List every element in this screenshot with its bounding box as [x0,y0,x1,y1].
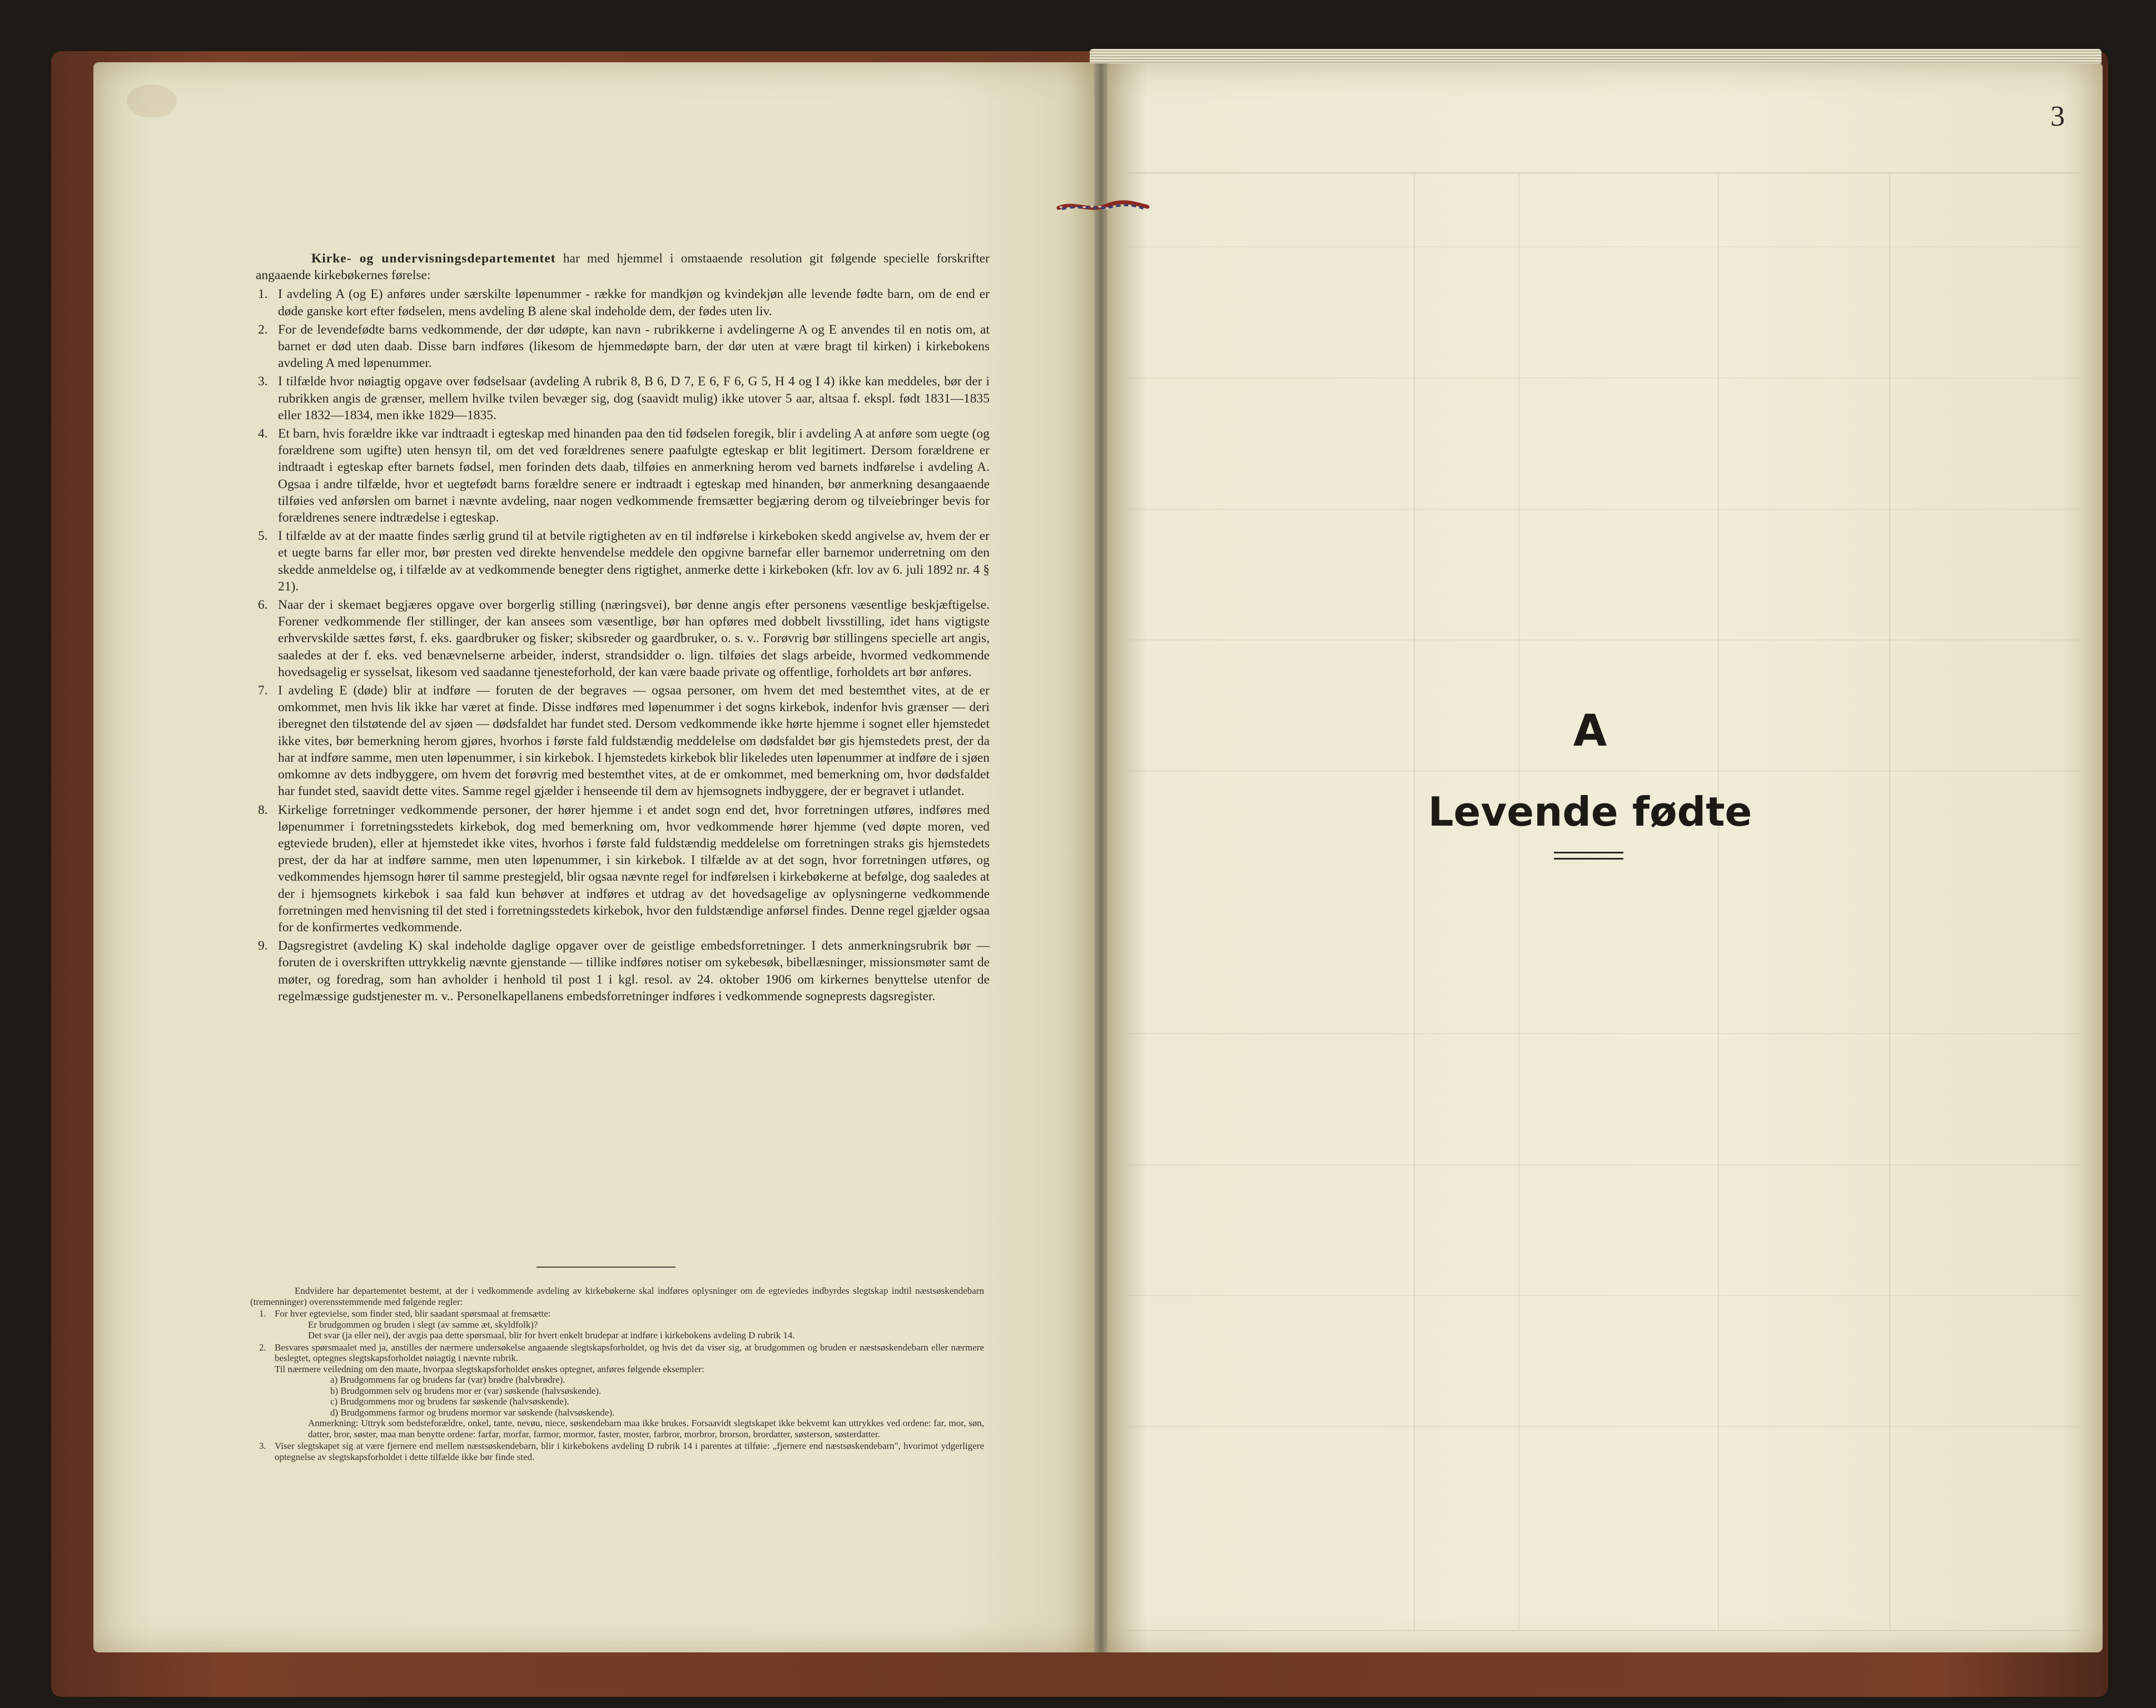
rule-text: I tilfælde av at der maatte findes særlig grund til at betvile rigtigheten av en til indførelse i kirkeboken skedd angivelse av, hvem der er et uegte barns far eller mor, bør presten ved direkte henvendelse meddele den opgivne barnefar eller barnemor underretning om den skedde anmeldelse og, i tilfælde av at vedkommende benegter dens rigtighet, anmerke dette i kirkeboken (kfr. lov av 6. juli 1892 nr. 4 § 21). [278,529,990,594]
addendum-intro: Endvidere har departementet bestemt, at der i vedkommende avdeling av kirkebøkerne skal indføres oplysninger om de egteviedes indbyrdes slegtskap indtil næstsøskendebarn (tremenninger) overensstemmende med følgende regler: [250,1285,984,1307]
page-edges [1090,49,2102,63]
addendum-line: Det svar (ja eller nei), der avgis paa dette spørsmaal, blir for hvert enkelt brudepar at indføre i kirkebokens avdeling D rubrik 14. [308,1330,795,1340]
rule-text: Naar der i skemaet begjæres opgave over borgerlig stilling (næringsvei), bør denne angis efter personens væsentlige beskjæftigelse. Forener vedkommende fler stillinger, der kan ansees som væsentlige, bør han opføres med dobbelt livsstilling, idet hans vigtigste erhvervskilde sættes først, f. eks. gaardbruker og fisker; skibsreder og gaardbruker, o. s. v.. Forøvrig bør stillingens specielle art angis, saaledes at der f. eks. ved benævnelserne arbeider, inderst, strandsidder o. lign. tilføies det slags arbeide, hvormed vedkommende hovedsagelig er sysselsat, likesom ved saadanne tjenesteforhold, der kan være baade private og offentlige, forholdets art bør anføres. [278,598,990,679]
addendum-line: b) Brudgommen selv og brudens mor er (var) søskende (halvsøskende). [330,1385,602,1396]
title-double-rule [1554,852,1623,860]
section-title: Levende fødte [1428,788,1752,835]
rule-item [256,286,990,319]
addendum-line: Viser slegtskapet sig at være fjernere end mellem næstsøskendebarn, blir i kirkebokens avdeling D rubrik 14 i parentes at tilføie: „fjernere end næstsøskendebarn", hvorimot ydgerligere optegnelse av slegtskapsforholdet i dette tilfælde ikke bør finde sted. [275,1441,984,1462]
rule-number: 2. [258,322,268,337]
rule-text: I tilfælde hvor nøiagtig opgave over fødselsaar (avdeling A rubrik 8, B 6, D 7, E 6, F 6, G 5, H 4 og I 4) ikke kan meddeles, bør der i rubrikken angis de grænser, mellem hvilke tvilen bevæger sig, dog (saavidt mulig) ikke utover 5 aar, altsaa f. ekspl. født 1831—1835 eller 1832—1834, men ikke 1829—1835. [278,374,990,423]
rule-number: 7. [258,683,268,698]
addendum-block [250,1285,984,1463]
instructions-lead [256,250,990,284]
rule-item [256,425,990,526]
addendum-number: 3. [259,1441,266,1451]
instructions-block [256,250,990,1006]
addendum-line: Er brudgommen og bruden i slegt (av samme æt, skyldfolk)? [308,1319,538,1330]
rule-number: 3. [258,374,268,389]
rule-number: 8. [258,802,268,817]
rule-text: Dagsregistret (avdeling K) skal indeholde daglige opgaver over de geistlige embedsforretninger. I dets anmerkningsrubrik bør — foruten de i overskriften uttrykkelig nævnte gjenstande — tillike indføres notiser om sykebesøk, bibellæsninger, missionsmøter samt de møter, og foredrag, som han avholder i henhold til post 1 i kgl. resol. av 24. oktober 1906 om kirkernes benyttelse utenfor de regelmæssige gudstjenester m. v.. Personelkapellanens embedsforretninger indføres i vedkommende sogneprests dagsregister. [278,939,990,1004]
rule-item [256,802,990,936]
rule-text: I avdeling A (og E) anføres under særskilte løpenummer - række for mandkjøn og kvindekjøn alle levende fødte barn, om de end er døde ganske kort efter fødselen, mens avdeling B alene skal indeholde dem, der fødes uten liv. [278,287,990,319]
rule-item [256,373,990,424]
section-divider [536,1267,675,1268]
ministry-name: Kirke- og undervisningsdepartementet [311,251,556,266]
addendum-line: Til nærmere veiledning om den maate, hvorpaa slegtskapsforholdet ønskes optegnet, anføres følgende eksempler: [275,1363,704,1374]
addendum-item [250,1342,984,1440]
addendum-item [250,1308,984,1341]
paper-stain [127,85,177,118]
addendum-number: 1. [259,1308,266,1319]
addendum-line: a) Brudgommens far og brudens far (var) brødre (halvbrødre). [330,1374,565,1385]
addendum-line: c) Brudgommens mor og brudens far søskende (halvsøskende). [330,1396,569,1407]
addendum-number: 2. [259,1342,266,1353]
rule-number: 1. [258,287,268,302]
section-letter: A [1573,706,1607,756]
rule-number: 6. [258,598,268,613]
bleed-through-grid [1129,172,2079,1631]
rule-text: I avdeling E (døde) blir at indføre — foruten de der begraves — ogsaa personer, om hvem det med bestemthet vites, at de er omkommet, men hvis lik ikke har været at finde. Disse indføres med løpenummer i det sogns kirkebok, indenfor hvis grænser — deri iberegnet den tilstøtende del av sjøen — dødsfaldet har fundet sted. Dersom vedkommende ikke hørte hjemme i sognet eller hjemstedet ikke vites, bør bemerkning herom gjøres, hvorhos i første fald fuldstændig meddelelse om dødsfaldet bør gis hjemstedets prest, der da har at indføre samme, men uten løpenummer, i sin kirkebok. I hjemstedets kirkebok blir likeledes uten løpenummer at indføre de i sjøen omkomne av dets indbyggere, om hvem det forøvrig med bestemthet vites, at de er omkommet, med bemerkning om, hvor dødsfaldet har fundet sted, saavidt dette vites. Samme regel gjælder i henseende til dem av hjemsognets indbyggere, der er begravet i utlandet. [278,683,990,799]
rule-item [256,528,990,595]
addendum-line: d) Brudgommens farmor og brudens mormor var søskende (halvsøskende). [330,1407,615,1418]
book-gutter [1094,62,1107,1652]
rule-number: 4. [258,426,268,441]
rule-text: Et barn, hvis forældre ikke var indtraadt i egteskap med hinanden paa den tid fødselen foregik, blir i avdeling A at anføre som uegte (og forældrene som ugifte) uten hensyn til, om det ved forældrenes senere paafulgte egteskap er blit legitimert. Dersom forældrene er indtraadt i egteskap efter barnets fødsel, men forinden dets daab, tilføies en anmerkning herom ved barnets indførelse i avdeling A. Ogsaa i andre tilfælde, hvor et uegtefødt barns forældre senere er indtraadt i egteskap med hinanden, bør anmerkning desangaaende tilføies ved anførslen om barnet i nævnte avdeling, naar nogen vedkommende fremsætter begjæring derom og tilveiebringer bevis for forældrenes senere indtrædelse i egteskap. [278,426,990,525]
addendum-line: Anmerkning: Uttryk som bedsteforældre, onkel, tante, nevøu, niece, søskendebarn maa ikke brukes. Forsaavidt slegtskapet ikke bekvemt kan uttrykkes ved ordene: far, mor, søn, datter, bror, søster, maa man benytte ordene: farfar, morfar, farmor, mormor, faster, moster, farbror, morbror, brorson, brordatter, søsterson, søsterdatter. [308,1418,984,1439]
lead-text: har med hjemmel i omstaaende resolution git følgende specielle forskrifter angaaende kirkebøkernes førelse: [256,251,990,283]
addendum-item [250,1441,984,1462]
rules-list [256,286,990,1005]
rule-item [256,682,990,800]
page-number: 3 [2050,101,2065,132]
addendum-list [250,1308,984,1462]
addendum-line: Besvares spørsmaalet med ja, anstilles der nærmere undersøkelse angaaende slegtskapsforholdet, og hvis det da viser sig, at brudgommen og bruden er næstsøskendebarn eller nærmere beslegtet, optegnes slegtskapsforholdet nøiagtig i nævnte rubrik. [275,1342,984,1363]
rule-number: 9. [258,939,268,954]
rule-item [256,321,990,372]
rule-text: For de levendefødte barns vedkommende, der dør udøpte, kan navn - rubrikkerne i avdelingerne A og E anvendes til en notis om, at barnet er død uten daab. Disse barn indføres (likesom de hjemmedøpte barn, der dør uten at være bragt til kirken) i kirkebokens avdeling A med løpenummer. [278,322,990,371]
rule-number: 5. [258,529,268,544]
rule-text: Kirkelige forretninger vedkommende personer, der hører hjemme i et andet sogn end det, hvor forretningen utføres, indføres med løpenummer i forretningsstedets kirkebok, dog med bemerkning om, hvor vedkommende hører hjemme (ved døpte moren, ved egteviede bruden), eller at hjemstedet ikke vites, hvorhos i første fald fuldstændig meddelelse om forretningen straks gis hjemstedets prest, der da har at indføre samme, men uten løpenummer, i sin kirkebok. I tilfælde av at det sogn, hvor forretningen utføres, og vedkommendes hjemsogn hører til samme prestegjeld, blir ogsaa nævnte regel for indførelsen i kirkebøkerne at befølge, dog saaledes at der i hjemsognets kirkebok i saa fald kun behøver at indføres et utdrag av det hovedsagelige av oplysningerne vedkommende forretningen med henvisning til det sted i forretningsstedets kirkebok, hvor den fuldstændige anførsel findes. Denne regel gjælder ogsaa for de konfirmertes vedkommende. [278,802,990,935]
addendum-line: For hver egtevielse, som finder sted, blir saadant spørsmaal at fremsætte: [275,1308,551,1319]
rule-item [256,597,990,681]
rule-item [256,937,990,1005]
